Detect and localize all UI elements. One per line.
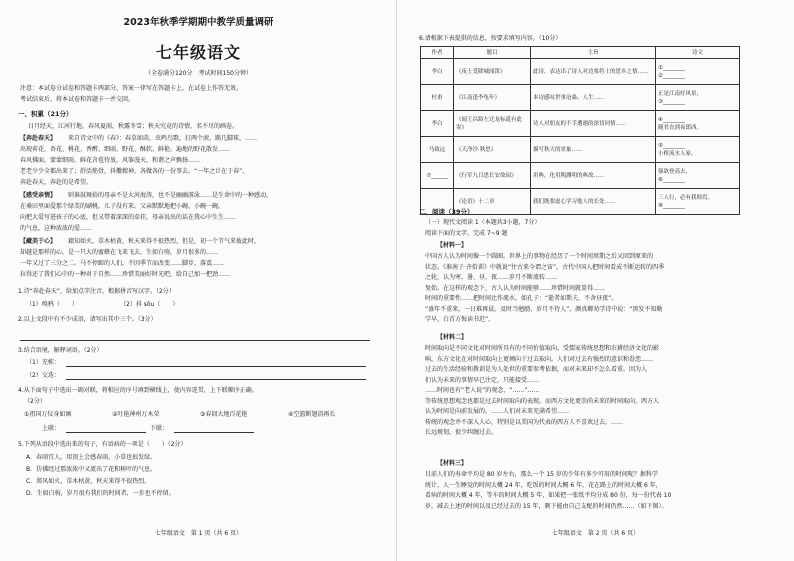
exam-info: （全卷满分120分 考试时间150分钟） (145, 70, 252, 77)
author-cell: ⑦______ (421, 163, 454, 189)
option-3: ③春回大地百花艳 (200, 411, 248, 418)
material-line: 长远规划，很少纠缠过去。 (425, 429, 498, 436)
page-footer: 七年级语文 第 2 页（共 6 页） (551, 530, 640, 537)
question-4: 4.从下面句子中选出一副对联，将相应的序号填到横线上，使内容连贯，上下联顺序正确。 (18, 387, 258, 394)
material-line: “盛年不重来，一日难再晨。及时当勉励，岁月不待人”。颜真卿劝学诗中说：“黑发不知勤 (425, 305, 663, 313)
column-header: 诗文 (656, 47, 740, 59)
author-cell: 李白 (421, 59, 454, 85)
part-b-title: 【感受亲情】 (20, 192, 57, 199)
part-a-line: 出现荷花、杏花、桃花、香醉、细雨、野花、酥软、鲜艳、遍地的野花散发…… (20, 146, 231, 153)
author-cell: 李白 (421, 111, 454, 137)
subsection-hint: 阅读下面的文字，完成 7~9 题 (425, 230, 508, 237)
theme-cell: 我们既要虚心学习他人的长处…… (531, 189, 656, 215)
choice-d: D．生如白驹，岁月很有我们的时间者，一步也不停留。 (26, 490, 175, 497)
theme-cell: 用典，化用陶渊明的典故…… (531, 163, 656, 189)
table-row (421, 163, 740, 189)
author-cell: 杜甫 (421, 85, 454, 111)
question-2: 2.以上文段中有不少成语，请写出其中三个。（3分） (18, 316, 157, 323)
column-header: 作者 (421, 47, 454, 59)
part-b-line: 的气息，这种浓浓的爱…… (20, 225, 93, 232)
material-line: 等传统思想观念也都是过去时间取向的表现。而西方文化更崇尚未来的时间取向，西方人 (425, 397, 660, 405)
part-b-line: 则谁鼓舞拾的母亲不是大河海涛，也不是幽幽游泳……是生命中的一种感动， (68, 192, 273, 199)
question-3-a: （1）充栋： (26, 359, 60, 366)
part-a-line: 春风拂面，蒙蒙细雨，鲜花含苞待放，风筝漫天，和谐之声飘扬…… (20, 157, 201, 164)
author-cell: 马致远 (421, 137, 454, 163)
verse-line: ③________ (658, 98, 685, 105)
verse-cell (656, 59, 740, 85)
theme-cell: 此诗，表达出了诗人对边塞将士的思乡之情…… (531, 59, 656, 85)
verse-cell (656, 137, 740, 163)
material-line: 复始。在这样的观念下，古人认为时间能够……珍惜时间就显得…… (425, 284, 606, 292)
table-header-row (421, 47, 740, 59)
question-6: 6.请根据下表提供的信息，按要求填写内容。（10分） (419, 35, 562, 42)
material-line: 认为时间是向前发展的。……人们对未来充满希望…… (425, 408, 570, 415)
table-row (421, 111, 740, 137)
material-2-title: 【材料二】 (437, 334, 468, 341)
verse-line: ④________ (658, 116, 685, 123)
verse-line: ②________ (658, 72, 685, 79)
subject-title: 七年级语文 (155, 43, 241, 62)
material-1-title: 【材料一】 (437, 242, 468, 249)
notice-line-1: 注意：本试卷分试卷和答题卡两部分，答案一律写在答题卡上，在试卷上作答无效。 (20, 85, 243, 92)
verse-line: ⑧________ (658, 202, 685, 209)
option-1: ①祖国万仪身如画 (24, 411, 72, 418)
part-a-line: 奔赴春天，奔赴的是希望。 (20, 179, 93, 186)
table-row (421, 59, 740, 85)
answer-line (174, 432, 254, 433)
question-1-a: （1）嗅鸦（ ） (26, 301, 78, 308)
material-line: 学早，白首方悔读书迟”。 (425, 316, 495, 323)
material-line: 统计，人一生睡觉的时间大概 24 年，吃饭的时间大概 6 年，花在路上的时间大概 6 年， (425, 481, 662, 489)
theme-cell: 本诗感叹世事沧桑、人生…… (531, 85, 656, 111)
material-line: ……时间也有“老人说”的观念，“……”…… (425, 387, 540, 394)
option-2: ②吐艳神州万木荣 (112, 411, 160, 418)
intro-text: 日月经天，江河行地，春风夏雨，秋露冬雪；秋天究竟的诗情，名不尽的画卷。 (28, 123, 239, 130)
material-line: 时间取向是不同文化对时间所具有的不同价值取向。受儒家传统思想和农耕经济文化的影 (425, 345, 660, 352)
table-row (421, 85, 740, 111)
title-cell: 《天净沙·秋思》 (454, 137, 531, 163)
question-3: 3.结合语境，解释词语。（2分） (18, 347, 103, 354)
theme-cell: 诗人对朋友的不幸遭遇的深切同情…… (531, 111, 656, 137)
part-c-line: 却越是那样的心，是一只大的蜜蜂在飞来飞去，生如白驹，岁月很多的…… (20, 249, 219, 256)
material-line: 状态。《淮南子·齐俗训》中就说“往古来今谓之宙”。古代中国人把时间看成不断运转的四季 (425, 263, 665, 271)
choice-b: B．仿佛经过那浓浓中又流出了花和树叶的气息。 (26, 466, 157, 473)
verse-cell (656, 85, 740, 111)
verse-line: ①________ (658, 64, 685, 71)
part-a-line: 来自诗文中的《春》：春草如茵，虫鸣鸟歌，打两个滚，踢几脚球，…… (68, 135, 258, 142)
title-cell: 《行军九日思长安故园》 (454, 163, 531, 189)
verse-line: 强欲登高去， (658, 168, 692, 175)
part-a-line: 老老少少全都出来了；舒活筋骨，抖擞精神，各做各的一份事去。“一年之计在于春”， (20, 168, 249, 175)
material-line: 们认为未来的事情早已注定，只能接受…… (425, 376, 540, 384)
material-line: 中国古人认为时间像一个圆圈。世界上的事物在经历了一个时间周期之后又回到原来的 (425, 253, 654, 260)
part-c-line: 籍知如火，草木枯黄，秋天来得不很热烈，但是，初一个节气来彼此时， (68, 238, 261, 245)
question-1: 1.诗“奔赴春天”，给加点字注音，根据拼音写汉字。（2分） (18, 288, 175, 295)
option-4: ④空篮断翅浴再长 (288, 411, 336, 418)
part-c-line: 拉得还了我们心中的一种对于自然……珍惜美丽好时光吧，给自己加一把劲…… (20, 271, 231, 278)
part-a-title: 【奔赴春天】 (20, 135, 57, 142)
page-footer: 七年级语文 第 1 页（共 6 页） (154, 530, 243, 537)
verse-line: 正是江南好风景， (658, 90, 703, 97)
poetry-table (420, 46, 740, 215)
verse-cell (656, 163, 740, 189)
section-2-heading: 二、阅读（39分） (419, 208, 474, 216)
material-line: 岁，减去上述的时间以及已经过去的 15 年，剩下能由自己支配的时间仍然……（如下图）。 (425, 502, 668, 510)
material-line: 响，东方文化在对时间取向上更倾向于过去取向。人们对过去有强烈的意识和眷恋…… (425, 355, 654, 363)
question-5: 5.下列从语段中选出来的句子，有语病的一项是（ ）（2分） (18, 441, 187, 448)
question-3-b: （2）交迭： (26, 372, 60, 379)
material-3-title: 【材料三】 (437, 460, 468, 467)
exam-title: 2023年秋季学期期中教学质量调研 (123, 17, 274, 28)
material-line: 传统的观念并不深入人心，特别是以美国为代表的西方人不喜欢过去，…… (425, 418, 624, 426)
subsection-heading: （一）现代文阅读 1（本题共3小题，7分） (425, 219, 541, 226)
theme-cell: 描写秋天的景象…… (531, 137, 656, 163)
upper-couplet-label: 上联： (42, 425, 61, 432)
title-cell: 《夜上受降城闻笛》 (454, 59, 531, 85)
question-1-b: （2）抖 sǒu（ ） (120, 301, 179, 308)
answer-line (20, 340, 370, 341)
material-line: 过去的生活经验和教训是为人处世的重要参考依据，而对未来却不怎么看重。因为人 (425, 366, 648, 373)
verse-line: ⑤________ (658, 142, 685, 149)
table-row (421, 137, 740, 163)
material-line: 之轮，认为寒、暑、昼、夜……岁月不断流转…… (425, 274, 558, 281)
question-4-score: （2分） (24, 398, 46, 405)
column-header: 主旨 (531, 47, 656, 59)
material-line: 目前人们的寿命平均是 80 岁左右，那么一个 15 岁的少年有多少可用的时间呢？据科学 (425, 471, 658, 478)
column-header: 题目 (454, 47, 531, 59)
material-line: 时间的重要性……把时间比作流水，如孔子：“逝者如斯夫，不舍昼夜”。 (425, 295, 618, 302)
verse-cell (656, 111, 740, 137)
verse-line: 三人行，必有我师焉。 (658, 194, 714, 201)
part-c-line: 一年又过了三分之二。马不停蹄的人们，不因季节而改变……脚步，落寞…… (20, 260, 225, 267)
title-cell: 《论语》十二章 (454, 189, 531, 215)
part-b-line: 在桑田里面爱那个绿美的刷桃，儿子没有来。父亲默默地把小碗、小碗一碗， (20, 203, 225, 210)
title-cell: 《江南逢李龟年》 (454, 85, 531, 111)
verse-line: ⑥________ (658, 176, 685, 183)
verse-cell (656, 189, 740, 215)
table-body (421, 59, 740, 215)
title-cell: 《闻王昌龄左迁龙标遥有此寄》 (454, 111, 531, 137)
part-c-title: 【藏美于心】 (20, 238, 57, 245)
lower-couplet-label: 下联： (150, 425, 169, 432)
answer-line (66, 432, 146, 433)
verse-line: 随君直到夜郎西。 (658, 124, 703, 131)
notice-line-2: 考试结束后，将本试卷和答题卡一并交回。 (20, 96, 135, 103)
section-1-heading: 一、积累（21分） (18, 110, 73, 118)
part-b-line: 向把大爱写进孩子的心底，但又带着深深的牵挂，母亲说出的话在我心中生生…… (20, 214, 237, 221)
choice-a: A．春雨宜人，用顶上会感春雨，小草也很发绿。 (26, 454, 157, 461)
verse-line: 小桥流水人家。 (658, 150, 697, 157)
choice-c: C．郑风如火，草木枯黄，秋天来得不很热烈。 (26, 478, 151, 485)
answer-line (66, 366, 366, 367)
answer-line (66, 379, 366, 380)
material-line: 看病的时间大概 4 年，等车的时间大概 5 年，如果把一张纸平均分成 80 份，每一份代表 10 (425, 492, 672, 499)
